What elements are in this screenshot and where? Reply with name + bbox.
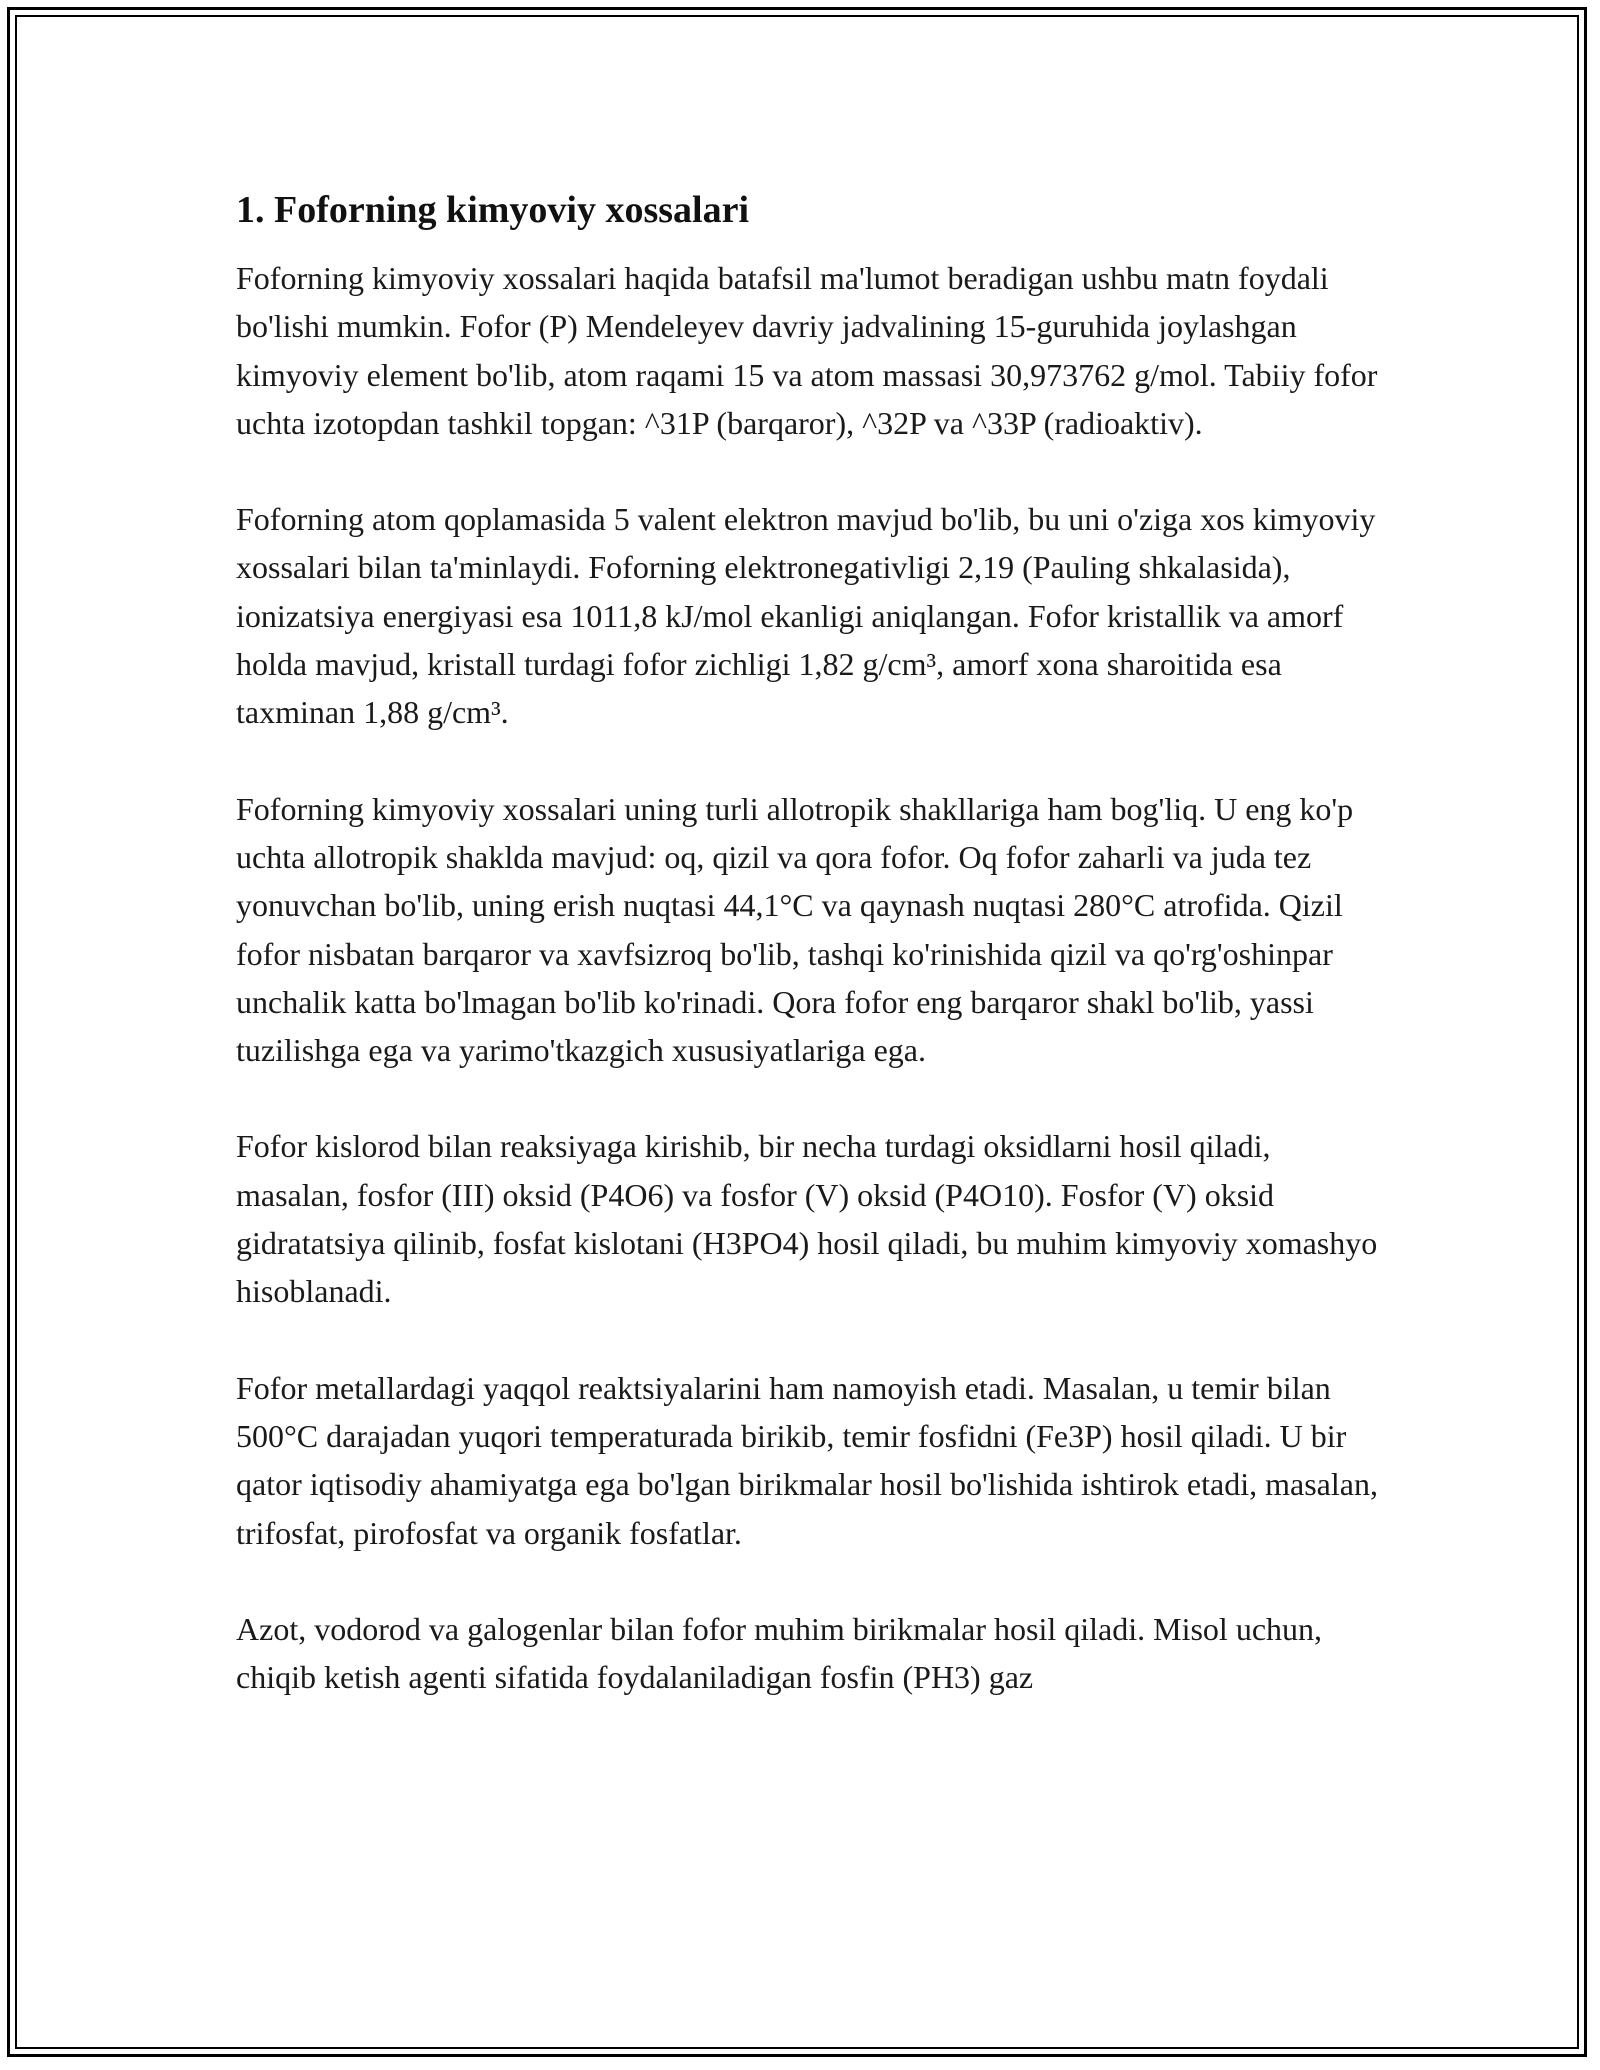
paragraph-2: Foforning atom qoplamasida 5 valent elektron mavjud bo'lib, bu uni o'ziga xos kimyoviy xossalari bilan ta'minlaydi. Foforning elektronegativligi 2,19 (Pauling shkalasida), ionizatsiya energiyasi esa 1011,8 kJ/mol ekanligi aniqlangan. Fofor kristallik va amorf holda mavjud, kristall turdagi fofor zichligi 1,82 g/cm³, amorf xona sharoitida esa taxminan 1,88 g/cm³. (236, 501, 1376, 731)
paragraph-3: Foforning kimyoviy xossalari uning turli allotropik shakllariga ham bog'liq. U eng ko'p uchta allotropik shaklda mavjud: oq, qizil va qora fofor. Oq fofor zaharli va juda tez yonuvchan bo'lib, uning erish nuqtasi 44,1°C va qaynash nuqtasi 280°C atrofida. Qizil fofor nisbatan barqaror va xavfsizroq bo'lib, tashqi ko'rinishida qizil va qo'rg'oshinpar unchalik katta bo'lmagan bo'lib ko'rinadi. Qora fofor eng barqaror shakl bo'lib, yassi tuzilishga ega va yarimo'tkazgich xususiyatlariga ega. (236, 790, 1354, 1069)
paragraph-6: Azot, vodorod va galogenlar bilan fofor muhim birikmalar hosil qiladi. Misol uchun, chiqib ketish agenti sifatida foydalaniladigan fosfin (PH3) gaz (236, 1610, 1323, 1696)
section-heading: 1. Foforning kimyoviy xossalari (236, 189, 750, 231)
paragraph-4: Fofor kislorod bilan reaksiyaga kirishib, bir necha turdagi oksidlarni hosil qiladi, masalan, fosfor (III) oksid (P4O6) va fosfor (V) oksid (P4O10). Fosfor (V) oksid gidratatsiya qilinib, fosfat kislotani (H3PO4) hosil qiladi, bu muhim kimyoviy xomashyo hisoblanadi. (236, 1128, 1378, 1310)
paragraph-1: Foforning kimyoviy xossalari haqida batafsil ma'lumot beradigan ushbu matn foydali bo'lishi mumkin. Fofor (P) Mendeleyev davriy jadvalining 15-guruhida joylashgan kimyoviy element bo'lib, atom raqami 15 va atom massasi 30,973762 g/mol. Tabiiy fofor uchta izotopdan tashkil topgan: ^31P (barqaror), ^32P va ^33P (radioaktiv). (236, 260, 1378, 441)
document-body (236, 186, 1386, 1749)
paragraph-5: Fofor metallardagi yaqqol reaktsiyalarini ham namoyish etadi. Masalan, u temir bilan 500°C darajadan yuqori temperaturada birikib, temir fosfidni (Fe3P) hosil qiladi. U bir qator iqtisodiy ahamiyatga ega bo'lgan birikmalar hosil bo'lishida ishtirok etadi, masalan, trifosfat, pirofosfat va organik fosfatlar. (236, 1369, 1378, 1551)
